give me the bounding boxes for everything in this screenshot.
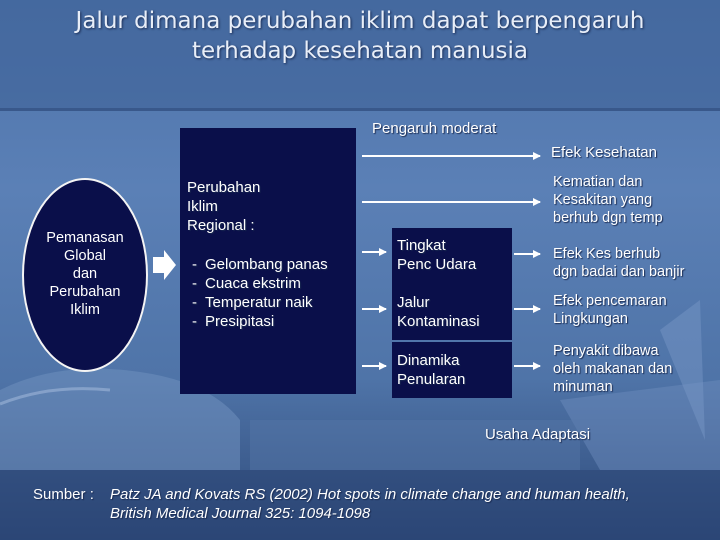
list-item: - Presipitasi [192,313,275,330]
list-item: - Temperatur naik [192,294,313,311]
adaptation-label: Usaha Adaptasi [485,426,591,443]
effect-temperature: Kematian dan Kesakitan yang berhub dgn temp [553,174,663,226]
effect-storm-flood: Efek Kes berhub dgn badai dan banjir [553,246,685,280]
legend-effect-label: Efek Kesehatan [551,144,657,161]
list-item: - Cuaca ekstrim [192,275,301,292]
global-warming-label: Pemanasan Global dan Perubahan Iklim [46,230,124,318]
source-line-2: British Medical Journal 325: 1094-1098 [110,505,371,522]
title-line-2: terhadap kesehatan manusia [191,38,529,64]
source-prefix: Sumber : [33,486,94,503]
title-line-1: Jalur dimana perubahan iklim dapat berpengaruh [75,8,645,34]
effect-pollution: Efek pencemaran Lingkungan [553,293,667,327]
legend-moderate-label: Pengaruh moderat [372,120,497,137]
pathway-label-transmission: Dinamika Penularan [397,352,466,388]
list-item: - Gelombang panas [192,256,328,273]
regional-change-list [192,255,328,331]
source-citation [33,485,630,523]
source-line-1: Patz JA and Kovats RS (2002) Hot spots in climate change and human health, [110,486,630,503]
pathway-label-air: Tingkat Penc Udara [397,237,477,273]
regional-change-title: Perubahan Iklim Regional : [187,179,261,234]
page-title [0,6,720,66]
effect-food-water-borne: Penyakit dibawa oleh makanan dan minuman [553,343,673,395]
pathway-label-contamination: Jalur Kontaminasi [397,294,480,330]
